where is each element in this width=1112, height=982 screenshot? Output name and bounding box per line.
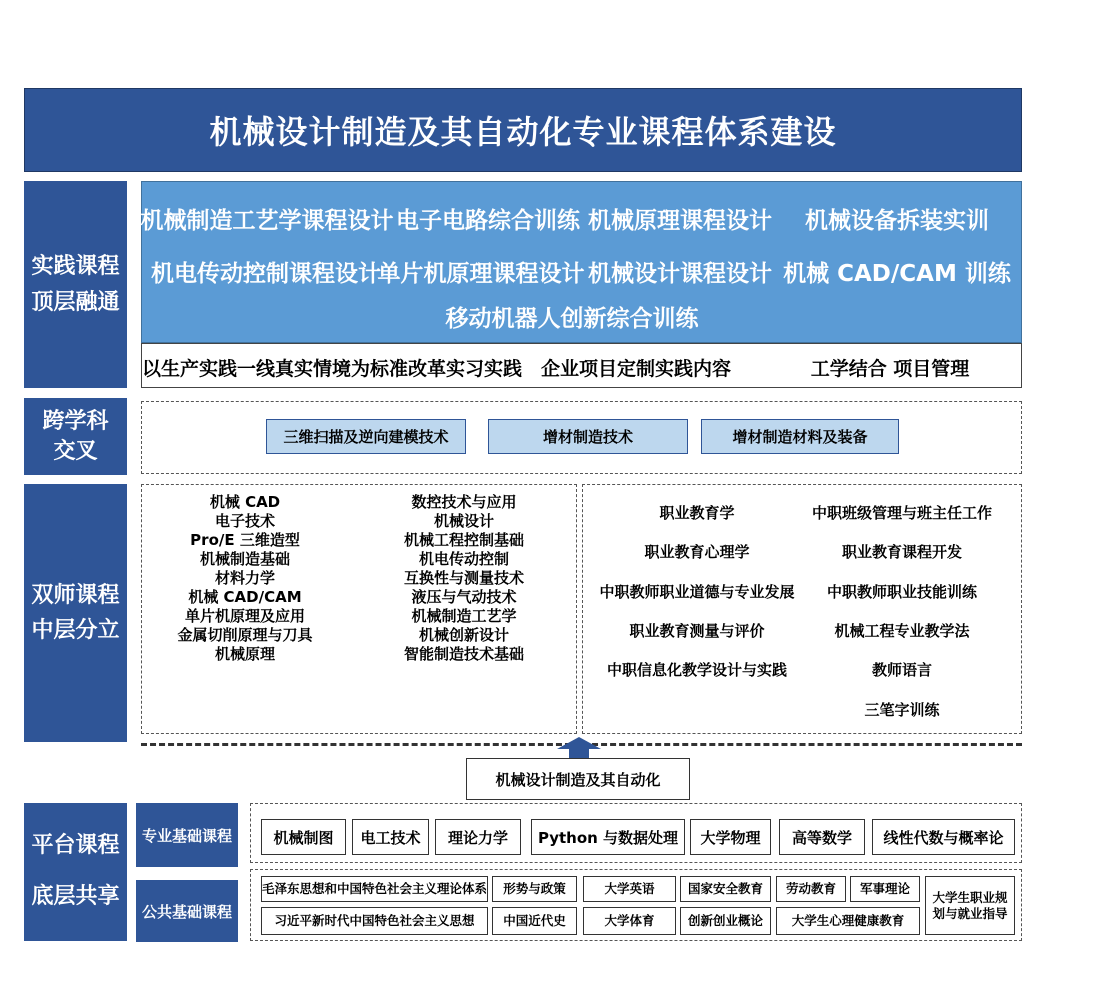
- dual-course: 数控技术与应用: [411, 493, 517, 511]
- professional-course: 高等数学: [779, 819, 865, 855]
- professional-course: 理论力学: [435, 819, 521, 855]
- dual-course: 机械工程控制基础: [403, 531, 524, 549]
- practice-course: 机械制造工艺学课程设计: [140, 208, 394, 234]
- platform-side-label: [24, 803, 127, 941]
- dual-course: 机械创新设计: [418, 626, 509, 644]
- public-course: 毛泽东思想和中国特色社会主义理论体系: [261, 876, 488, 902]
- practice-course: 机械原理课程设计: [588, 208, 772, 234]
- practice-course: 移动机器人创新综合训练: [445, 306, 699, 332]
- public-course: 大学体育: [583, 907, 676, 935]
- practice-reform-item: 企业项目定制实践内容: [540, 358, 732, 380]
- practice-course: 机械设计课程设计: [588, 261, 772, 287]
- public-course: 中国近代史: [492, 907, 577, 935]
- dual-course: 职业教育心理学: [644, 543, 750, 561]
- professional-course: Python 与数据处理: [531, 819, 685, 855]
- dual-course: 单片机原理及应用: [184, 607, 305, 625]
- dual-course: 互换性与测量技术: [403, 569, 524, 587]
- public-course: 军事理论: [850, 876, 920, 902]
- professional-course: 线性代数与概率论: [872, 819, 1015, 855]
- dual-course: 中职教师职业道德与专业发展: [599, 583, 795, 601]
- cross-course: 增材制造材料及装备: [701, 419, 899, 454]
- dual-course: Pro/E 三维造型: [190, 531, 300, 549]
- dual-course: 材料力学: [214, 569, 275, 587]
- dual-course: 智能制造技术基础: [403, 645, 524, 663]
- dual-side-line1: 双师课程: [31, 582, 120, 608]
- practice-course: 电子电路综合训练: [396, 208, 580, 234]
- practice-side-line1: 实践课程: [31, 254, 120, 280]
- cross-side-line2: 交叉: [53, 438, 98, 464]
- dual-course: 机械设计: [433, 512, 494, 530]
- dual-course: 职业教育测量与评价: [629, 622, 765, 640]
- public-course: 大学英语: [583, 876, 676, 902]
- professional-course: 电工技术: [352, 819, 429, 855]
- dual-side-label: [24, 484, 127, 742]
- practice-course: 机电传动控制课程设计: [151, 261, 381, 287]
- platform-side-line1: 平台课程: [31, 833, 120, 859]
- dual-course: 机电传动控制: [418, 550, 509, 568]
- dual-course: 中职教师职业技能训练: [826, 583, 978, 601]
- practice-courses-panel: [141, 181, 1022, 343]
- dual-course: 中职班级管理与班主任工作: [811, 504, 993, 522]
- dual-side-line2: 中层分立: [31, 618, 120, 643]
- major-name-box: 机械设计制造及其自动化: [466, 758, 690, 800]
- cross-side-line1: 跨学科: [42, 408, 109, 434]
- dual-course: 机械制造工艺学: [411, 607, 517, 625]
- public-course: 大学生心理健康教育: [776, 907, 920, 935]
- dual-course: 液压与气动技术: [411, 588, 517, 606]
- public-base-label: 公共基础课程: [136, 880, 238, 942]
- dual-course: 电子技术: [214, 512, 275, 530]
- diagram-title: 机械设计制造及其自动化专业课程体系建设: [24, 88, 1022, 172]
- public-course: 创新创业概论: [680, 907, 771, 935]
- practice-course: 机械设备拆装实训: [805, 208, 989, 234]
- dual-course: 职业教育学: [659, 504, 735, 522]
- dual-course: 职业教育课程开发: [841, 543, 963, 561]
- dual-course: 教师语言: [871, 661, 933, 679]
- professional-course: 大学物理: [690, 819, 771, 855]
- dual-course: 机械 CAD/CAM: [188, 588, 302, 606]
- cross-course: 增材制造技术: [488, 419, 688, 454]
- dual-course: 机械原理: [214, 645, 275, 663]
- dual-course: 机械 CAD: [209, 493, 281, 511]
- professional-course: 机械制图: [261, 819, 346, 855]
- dual-col2: [374, 493, 554, 664]
- cross-course: 三维扫描及逆向建模技术: [266, 419, 466, 454]
- professional-base-label: 专业基础课程: [136, 803, 238, 867]
- public-course: 国家安全教育: [680, 876, 771, 902]
- dual-col1: [155, 493, 335, 664]
- practice-side-line2: 顶层融通: [31, 289, 120, 315]
- practice-reform-item: 工学结合 项目管理: [810, 358, 970, 380]
- platform-side-line2: 底层共享: [31, 884, 120, 909]
- practice-reform-row: [141, 343, 1022, 388]
- practice-course: 机械 CAD/CAM 训练: [783, 261, 1011, 287]
- dual-course: 金属切削原理与刀具: [177, 626, 313, 644]
- cross-side-label: [24, 398, 127, 475]
- dual-course: 中职信息化教学设计与实践: [606, 661, 788, 679]
- dual-course: 三笔字训练: [864, 701, 940, 719]
- dual-course: 机械工程专业教学法: [834, 622, 970, 640]
- practice-side-label: [24, 181, 127, 388]
- dual-course: 机械制造基础: [199, 550, 290, 568]
- practice-reform-item: 以生产实践一线真实情境为标准改革实习实践: [141, 358, 523, 380]
- public-course: 劳动教育: [776, 876, 846, 902]
- public-course: 形势与政策: [492, 876, 577, 902]
- practice-course: 单片机原理课程设计: [377, 261, 585, 287]
- public-course: 大学生职业规划与就业指导: [925, 876, 1015, 935]
- public-course: 习近平新时代中国特色社会主义思想: [261, 907, 488, 935]
